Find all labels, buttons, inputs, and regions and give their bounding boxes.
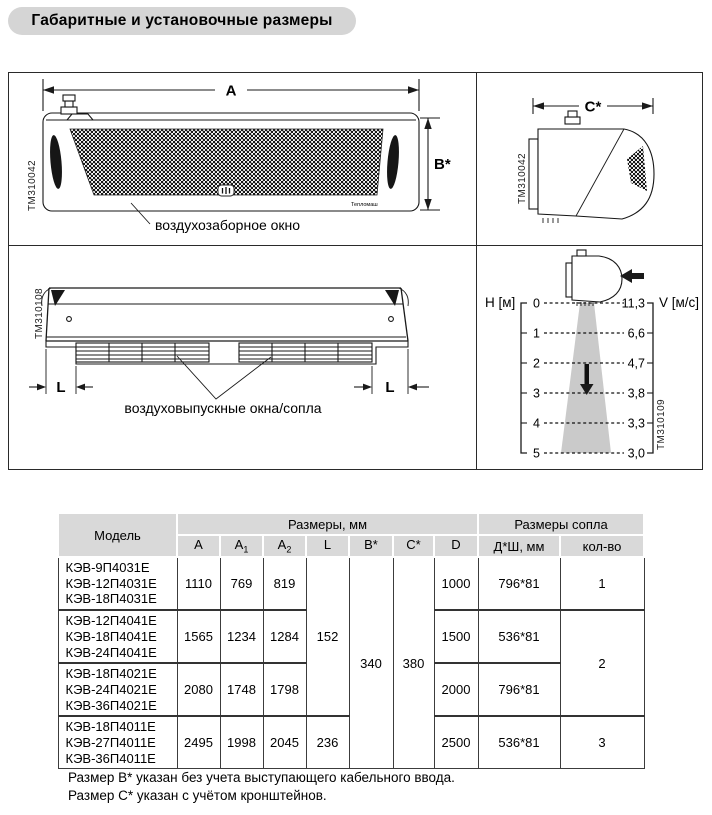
brand-label: Тепломаш [351, 202, 378, 208]
footnotes [68, 769, 455, 804]
cell-d: 1000 [434, 557, 478, 610]
cell-nozzle: 796*81 [478, 557, 560, 610]
front-unit-body [43, 95, 419, 211]
v-value-1: 6,6 [627, 326, 645, 341]
height-axis-label: Н [м] [485, 295, 516, 310]
dim-a-label: A [225, 82, 237, 100]
intake-window-label: воздухозаборное окно [155, 217, 301, 233]
dim-c-label: C* [584, 98, 602, 116]
dim-b-label: B* [434, 156, 451, 173]
col-header-a2: $A_2$ [263, 535, 306, 557]
cable-gland-icon [61, 95, 77, 114]
cell-l-merged: 152 [306, 557, 349, 716]
dim-c-arrow-right-icon [642, 102, 653, 109]
dimension-b [420, 118, 451, 210]
height-axis [485, 295, 540, 461]
col-header-d: D [434, 535, 478, 557]
v-value-3: 3,8 [627, 386, 645, 401]
dimensions-table [57, 512, 645, 769]
model-names: КЭВ-9П4031Е КЭВ-12П4031Е КЭВ-18П4031Е [58, 557, 177, 610]
mounting-plate [529, 139, 538, 209]
outlet-windows-label: воздуховыпускные окна/сопла [124, 400, 322, 416]
col-header-nozzle-size: Д*Ш, мм [478, 535, 560, 557]
left-outlet-grille [76, 343, 209, 362]
v-value-4: 3,3 [627, 416, 645, 431]
h-tick-5: 5 [533, 446, 540, 461]
cell-a2: 1284 [263, 610, 306, 663]
velocity-axis-label: V [м/с] [659, 295, 700, 310]
model-names: КЭВ-18П4011Е КЭВ-27П4011Е КЭВ-36П4011Е [58, 716, 177, 769]
front-view-drawing [9, 73, 476, 245]
cell-qty-merged: 2 [560, 610, 644, 716]
cell-d: 2000 [434, 663, 478, 716]
cell-a: 2080 [177, 663, 220, 716]
brand-icon [218, 185, 234, 196]
airflow-chart [477, 246, 702, 469]
h-tick-2: 2 [533, 356, 540, 371]
airflow-quadrant [477, 246, 702, 469]
cell-a: 1565 [177, 610, 220, 663]
dim-l-left-label: L [56, 379, 66, 396]
h-tick-3: 3 [533, 386, 540, 401]
cell-a1: 1998 [220, 716, 263, 769]
cell-nozzle: 536*81 [478, 716, 560, 769]
cell-nozzle: 796*81 [478, 663, 560, 716]
col-header-nozzle-qty: кол-во [560, 535, 644, 557]
dim-c-arrow-left-icon [533, 102, 544, 109]
h-tick-4: 4 [533, 416, 540, 431]
drawings-panel [8, 72, 703, 470]
cable-gland-icon [565, 111, 580, 124]
side-view-drawing [477, 73, 702, 245]
dim-a-arrow-right-icon [408, 86, 419, 94]
dim-l-left-arrow2-icon [76, 384, 85, 391]
cell-a: 1110 [177, 557, 220, 610]
col-header-model: Модель [58, 513, 177, 557]
col-header-a1: $A_1$ [220, 535, 263, 557]
drawing-code-front: ТМ310042 [27, 159, 38, 211]
col-header-l: L [306, 535, 349, 557]
col-header-b: B* [349, 535, 393, 557]
right-screw-icon [389, 317, 394, 322]
side-unit-body [529, 111, 654, 223]
page-title: Габаритные и установочные размеры [8, 7, 356, 35]
dim-b-arrow-up-icon [424, 118, 431, 129]
cell-a1: 1748 [220, 663, 263, 716]
dim-l-left-arrow-icon [37, 384, 46, 391]
dimension-a [43, 79, 419, 111]
bottom-view-drawing [9, 246, 476, 469]
drawing-code-side: ТМ310042 [517, 152, 528, 204]
table-header [58, 513, 644, 557]
cell-a2: 819 [263, 557, 306, 610]
footnote-c: Размер С* указан с учётом кронштейнов. [68, 787, 327, 803]
v-value-0: 11,3 [621, 296, 645, 311]
cell-a: 2495 [177, 716, 220, 769]
cell-d: 2500 [434, 716, 478, 769]
model-names: КЭВ-18П4021Е КЭВ-24П4021Е КЭВ-36П4021Е [58, 663, 177, 716]
col-header-c: C* [393, 535, 434, 557]
lid-bump [67, 114, 93, 120]
side-view-quadrant [477, 73, 702, 246]
cell-qty: 1 [560, 557, 644, 610]
cell-nozzle: 536*81 [478, 610, 560, 663]
table-row-group-1 [58, 557, 644, 610]
drawing-code-airflow: ТМ310109 [656, 398, 667, 450]
front-view-quadrant [9, 73, 477, 246]
h-tick-1: 1 [533, 326, 540, 341]
cell-a1: 769 [220, 557, 263, 610]
v-value-2: 4,7 [627, 356, 645, 371]
dim-l-right-arrow-icon [363, 384, 372, 391]
bottom-view-quadrant [9, 246, 477, 469]
dim-b-arrow-down-icon [424, 199, 431, 210]
v-value-5: 3,0 [627, 446, 645, 461]
cell-a2: 2045 [263, 716, 306, 769]
unit-side-icon [566, 250, 622, 306]
dim-l-right-label: L [385, 379, 395, 396]
dim-l-right-arrow2-icon [408, 384, 417, 391]
right-outlet-grille [239, 343, 372, 362]
dimension-c [533, 98, 653, 116]
cell-a2: 1798 [263, 663, 306, 716]
dim-a-arrow-left-icon [43, 86, 54, 94]
cell-b-merged: 340 [349, 557, 393, 769]
col-group-nozzle: Размеры сопла [478, 513, 644, 535]
cell-c-merged: 380 [393, 557, 434, 769]
intake-direction-arrow-icon [620, 269, 644, 283]
col-header-a: A [177, 535, 220, 557]
drawing-code-bottom: ТМ310108 [34, 287, 45, 339]
cell-d: 1500 [434, 610, 478, 663]
plate-hatch [543, 218, 558, 223]
cell-l: 236 [306, 716, 349, 769]
bottom-unit-body [42, 288, 409, 364]
cell-a1: 1234 [220, 610, 263, 663]
cell-qty: 3 [560, 716, 644, 769]
model-names: КЭВ-12П4041Е КЭВ-18П4041Е КЭВ-24П4041Е [58, 610, 177, 663]
h-tick-0: 0 [533, 296, 540, 311]
left-screw-icon [67, 317, 72, 322]
footnote-b: Размер В* указан без учета выступающего кабельного ввода. [68, 770, 455, 785]
col-group-dimensions: Размеры, мм [177, 513, 478, 535]
